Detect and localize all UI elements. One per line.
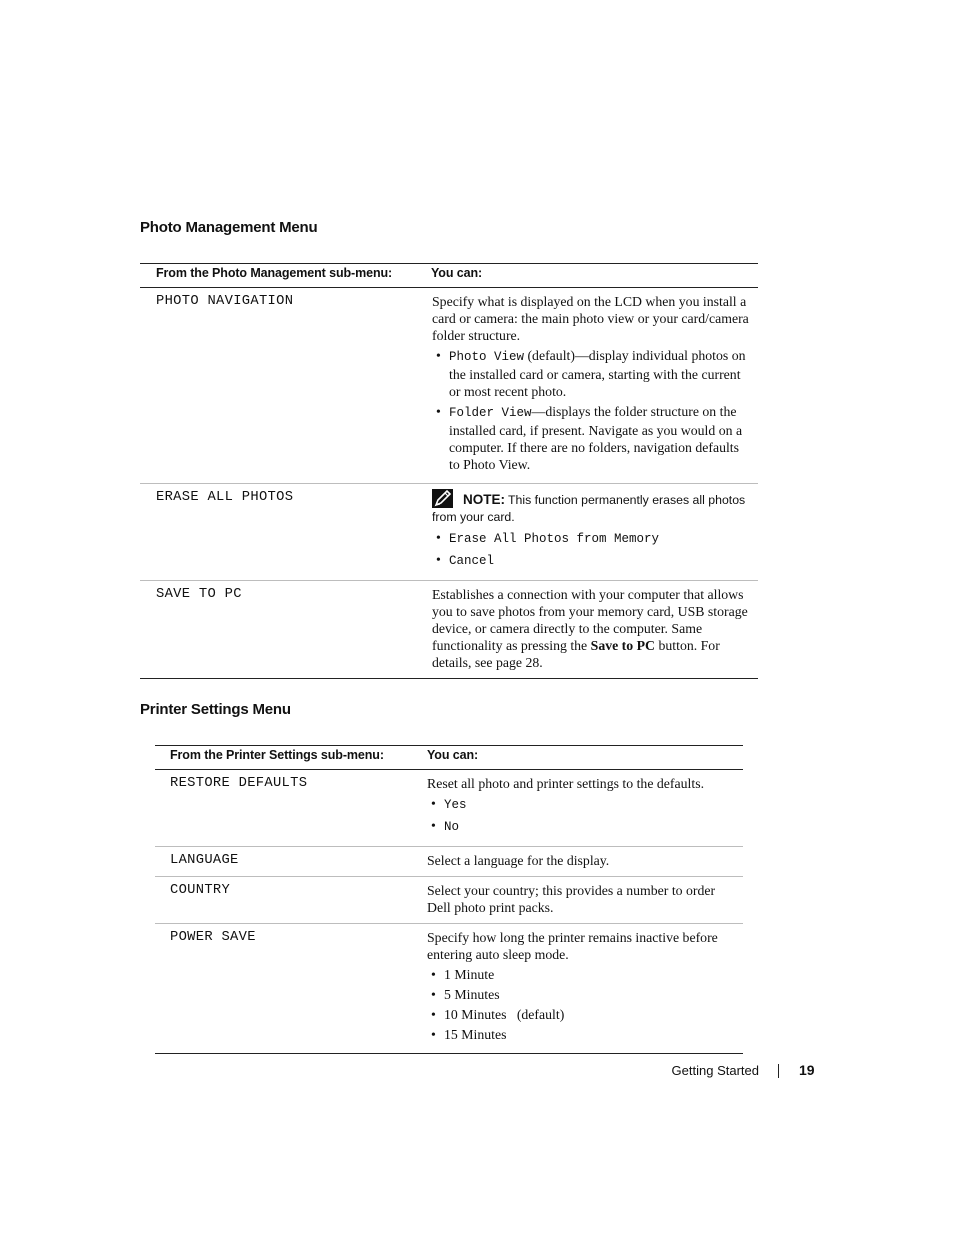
list-item <box>427 1006 737 1023</box>
option-description <box>411 770 743 847</box>
option-description <box>415 484 758 581</box>
note-callout <box>432 489 752 526</box>
footer-section-name: Getting Started <box>671 1063 759 1078</box>
pencil-note-icon <box>432 489 453 508</box>
option-description <box>415 581 758 679</box>
page-number: 19 <box>799 1062 815 1078</box>
item-text: 1 Minute <box>444 967 495 982</box>
code-term: Photo View <box>449 350 525 364</box>
table-header-row <box>140 264 758 288</box>
code-term: No <box>444 820 460 834</box>
button-name-save-to-pc: Save to PC <box>590 638 656 653</box>
bullet-list <box>432 529 752 570</box>
description-text: Specify how long the printer remains inactive before entering auto sleep mode. <box>427 930 718 962</box>
item-text: 5 Minutes <box>444 987 500 1002</box>
list-item <box>427 817 737 836</box>
option-erase-all-photos: ERASE ALL PHOTOS <box>140 484 415 581</box>
page-footer <box>620 1062 820 1082</box>
table-row <box>155 924 743 1054</box>
option-photo-navigation: PHOTO NAVIGATION <box>156 294 294 309</box>
code-term: Yes <box>444 798 467 812</box>
column-header-you-can: You can: <box>411 746 743 770</box>
list-item <box>427 1026 737 1043</box>
list-item <box>432 529 752 548</box>
note-text: This function permanently erases all photos from your card. <box>432 493 746 524</box>
item-text: 15 Minutes <box>444 1027 507 1042</box>
table-row <box>140 484 758 581</box>
description-text: Specify what is displayed on the LCD when you install a card or camera: the main photo view or your card/camera folder structure. <box>432 294 749 343</box>
note-label: NOTE: <box>463 492 505 507</box>
option-description: Select a language for the display. <box>411 847 743 877</box>
option-description <box>415 288 758 484</box>
table-header-row <box>155 746 743 770</box>
table-row <box>140 581 758 679</box>
option-description <box>411 924 743 1054</box>
table-row <box>155 877 743 924</box>
printer-settings-table <box>155 745 743 1054</box>
option-restore-defaults: RESTORE DEFAULTS <box>170 776 308 791</box>
list-item <box>427 966 737 983</box>
column-header-you-can: You can: <box>415 264 758 288</box>
section-title-photo-management: Photo Management Menu <box>140 219 318 236</box>
list-item <box>427 986 737 1003</box>
option-language: LANGUAGE <box>155 847 411 877</box>
option-country: COUNTRY <box>155 877 411 924</box>
description-text: Reset all photo and printer settings to the defaults. <box>427 776 705 791</box>
option-description: Select your country; this provides a number to order Dell photo print packs. <box>411 877 743 924</box>
table-row <box>140 288 758 484</box>
code-term: Folder View <box>449 406 532 420</box>
option-save-to-pc: SAVE TO PC <box>140 581 415 679</box>
footer-divider <box>778 1064 779 1078</box>
column-header-submenu: From the Printer Settings sub-menu: <box>155 746 411 770</box>
description-text: Establishes a connection with your computer that allows you to save photos from your memory card, USB storage device, or camera directly to the computer. Same functionality as pressing the <box>432 587 748 653</box>
code-term: Cancel <box>449 554 495 568</box>
bullet-list <box>427 795 737 836</box>
option-power-save: POWER SAVE <box>155 924 411 1054</box>
bullet-list <box>432 347 752 473</box>
list-item <box>432 347 752 400</box>
photo-management-table <box>140 263 758 679</box>
bullet-list <box>427 966 737 1043</box>
list-item <box>432 403 752 473</box>
list-item <box>427 795 737 814</box>
item-text: (default)—display individual photos on the installed card or camera, starting with the current or most recent photo. <box>449 348 746 399</box>
table-row <box>155 847 743 877</box>
column-header-submenu: From the Photo Management sub-menu: <box>140 264 415 288</box>
table-row <box>155 770 743 847</box>
section-title-printer-settings: Printer Settings Menu <box>140 701 291 718</box>
code-term: Erase All Photos from Memory <box>449 532 660 546</box>
item-text: —displays the folder structure on the installed card, if present. Navigate as you would on a computer. If there are no folders, navigation defaults to Photo View. <box>449 404 743 472</box>
item-text: 10 Minutes (default) <box>444 1007 565 1022</box>
description-text: button. For details, see page 28. <box>432 638 720 670</box>
list-item <box>432 551 752 570</box>
